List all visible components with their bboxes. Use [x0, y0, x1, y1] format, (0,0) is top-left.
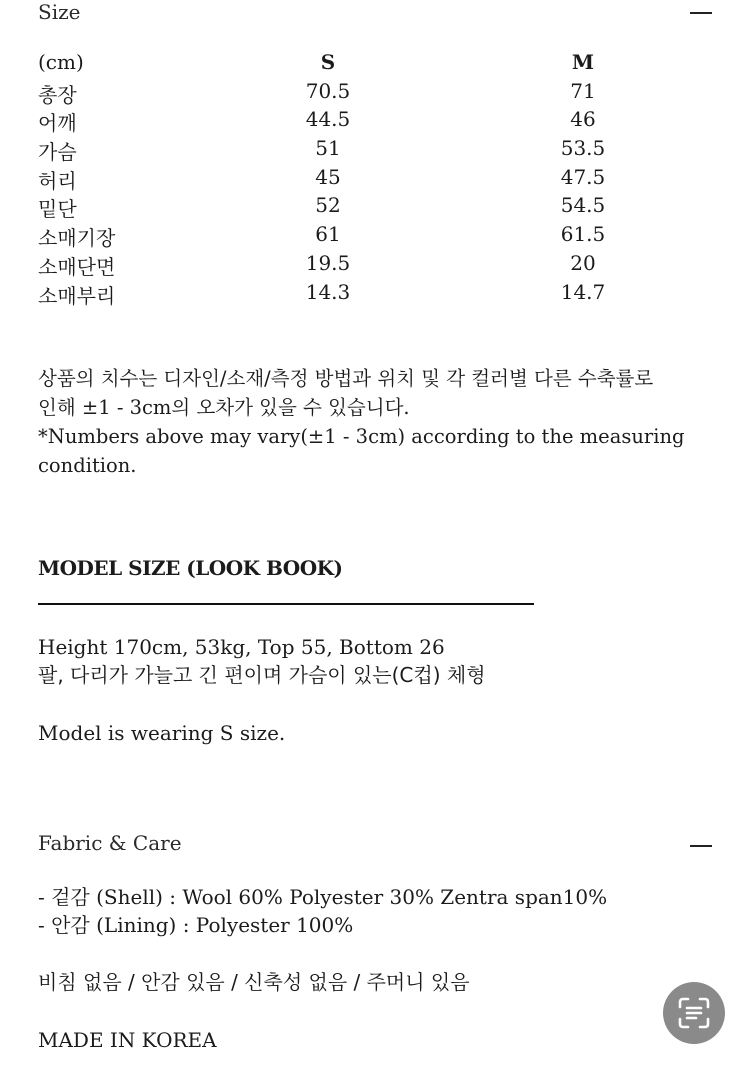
value-s: 45 — [315, 164, 341, 189]
size-note-en-line2: condition. — [38, 454, 137, 477]
size-collapse-minus-icon[interactable] — [690, 12, 712, 14]
row-label: 소매단면 — [38, 254, 116, 279]
fabric-lining: - 안감 (Lining) : Polyester 100% — [38, 913, 354, 937]
fabric-properties: 비침 없음 / 안감 있음 / 신축성 없음 / 주머니 있음 — [38, 970, 470, 994]
table-row — [38, 107, 658, 136]
row-label: 가슴 — [38, 140, 77, 165]
value-m: 20 — [570, 250, 596, 275]
table-row — [38, 251, 658, 280]
model-measurements: Height 170cm, 53kg, Top 55, Bottom 26 — [38, 635, 445, 659]
table-row — [38, 136, 658, 165]
row-label: 소매부리 — [38, 283, 116, 308]
value-s: 61 — [315, 222, 341, 247]
text-scan-icon — [677, 996, 711, 1030]
header-size-s: S — [320, 50, 336, 74]
size-note-ko-line1: 상품의 치수는 디자인/소재/측정 방법과 위치 및 각 컬러별 다른 수축률로 — [38, 367, 654, 390]
made-in-korea: MADE IN KOREA — [38, 1028, 217, 1052]
value-s: 51 — [315, 136, 341, 161]
table-row — [38, 193, 658, 222]
table-row — [38, 79, 658, 108]
fabric-care-title: Fabric & Care — [38, 831, 182, 855]
value-m: 46 — [570, 107, 596, 132]
value-s: 44.5 — [305, 107, 351, 132]
model-body-type: 팔, 다리가 가늘고 긴 편이며 가슴이 있는(C컵) 체형 — [38, 663, 486, 687]
row-label: 총장 — [38, 82, 77, 107]
row-label: 어깨 — [38, 111, 77, 136]
value-s: 19.5 — [305, 250, 351, 275]
model-size-divider — [38, 603, 534, 605]
value-m: 14.7 — [560, 279, 606, 304]
model-size-title: MODEL SIZE (LOOK BOOK) — [38, 556, 343, 580]
value-m: 47.5 — [560, 164, 606, 189]
table-row — [38, 165, 658, 194]
value-m: 71 — [570, 78, 596, 103]
row-label: 허리 — [38, 168, 77, 193]
fabric-collapse-minus-icon[interactable] — [690, 845, 712, 847]
value-m: 61.5 — [560, 222, 606, 247]
size-note-en-line1: *Numbers above may vary(±1 - 3cm) according to the measuring — [38, 425, 685, 448]
table-row — [38, 222, 658, 251]
header-size-m: M — [571, 50, 595, 74]
value-m: 53.5 — [560, 136, 606, 161]
model-wearing-size: Model is wearing S size. — [38, 721, 286, 745]
value-m: 54.5 — [560, 193, 606, 218]
table-row — [38, 280, 658, 309]
text-scan-button[interactable] — [663, 982, 725, 1044]
value-s: 52 — [315, 193, 341, 218]
header-unit: (cm) — [38, 50, 84, 74]
value-s: 70.5 — [305, 78, 351, 103]
size-section-title: Size — [38, 0, 81, 24]
size-table-header — [38, 50, 658, 79]
size-table — [38, 50, 658, 308]
value-s: 14.3 — [305, 279, 351, 304]
fabric-shell: - 겉감 (Shell) : Wool 60% Polyester 30% Zentra span10% — [38, 885, 608, 909]
row-label: 소매기장 — [38, 226, 116, 251]
size-note-ko-line2: 인해 ±1 - 3cm의 오차가 있을 수 있습니다. — [38, 396, 410, 419]
row-label: 밑단 — [38, 197, 77, 222]
